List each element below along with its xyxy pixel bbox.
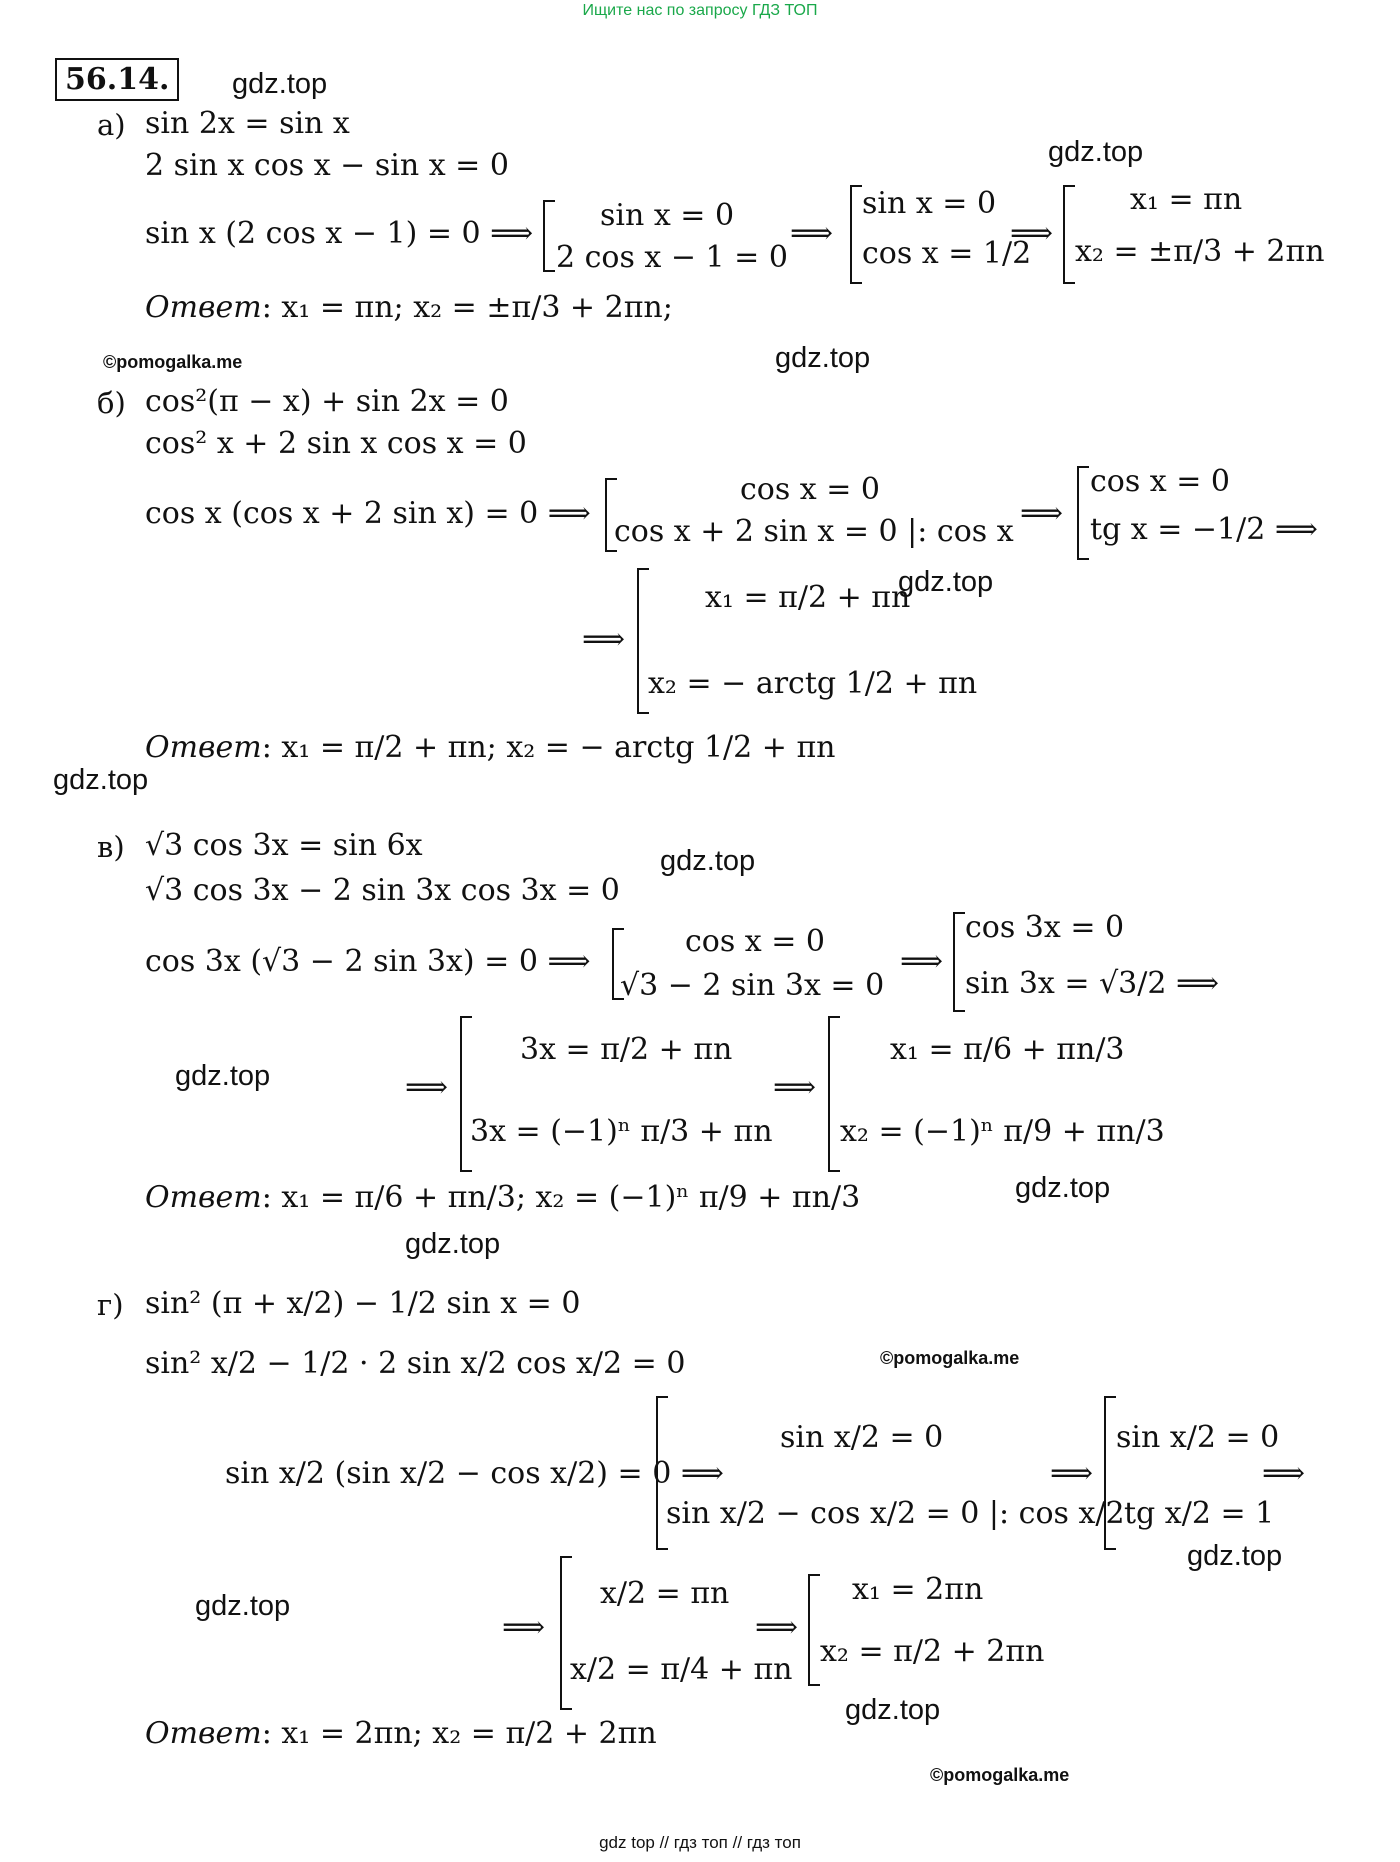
part-g-line3: sin x/2 (sin x/2 − cos x/2) = 0 ⟹ <box>225 1456 724 1491</box>
part-a-bracket1 <box>543 200 555 272</box>
part-a-line2: 2 sin x cos x − sin x = 0 <box>145 148 509 183</box>
part-b-sys3-r2: x₂ = − arctg 1/2 + πn <box>648 666 978 701</box>
part-b-line1: cos²(π − x) + sin 2x = 0 <box>145 384 509 419</box>
answer-word: Ответ <box>145 730 262 765</box>
part-v-line1: √3 cos 3x = sin 6x <box>145 828 423 863</box>
part-b-sys3-r1: x₁ = π/2 + πn <box>705 580 911 615</box>
part-a-sys1-r1: sin x = 0 <box>600 198 735 233</box>
part-v-arrow2: ⟹ <box>405 1070 449 1105</box>
answer-word: Ответ <box>145 1716 262 1751</box>
watermark: gdz.top <box>1187 1540 1283 1572</box>
answer-text: : x₁ = 2πn; x₂ = π/2 + 2πn <box>261 1716 657 1751</box>
part-v-arrow3: ⟹ <box>773 1070 817 1105</box>
part-a-label: а) <box>97 108 126 142</box>
part-b-sys1-r2: cos x + 2 sin x = 0 |: cos x <box>614 514 1014 549</box>
part-v-line2: √3 cos 3x − 2 sin 3x cos 3x = 0 <box>145 873 620 908</box>
part-g-arrow3: ⟹ <box>502 1610 546 1645</box>
part-v-bracket4 <box>828 1016 840 1172</box>
watermark: gdz.top <box>898 566 994 598</box>
part-g-label: г) <box>97 1288 124 1322</box>
part-b-answer <box>145 730 836 765</box>
copyright-watermark: ©pomogalka.me <box>930 1765 1070 1785</box>
watermark: gdz.top <box>53 764 149 796</box>
watermark: gdz.top <box>845 1694 941 1726</box>
footer-links[interactable]: gdz top // гдз топ // гдз топ <box>599 1833 801 1852</box>
part-v-sys1-r1: cos x = 0 <box>685 924 826 959</box>
part-g-sys3-r1: x/2 = πn <box>600 1576 730 1611</box>
part-a-line1: sin 2x = sin x <box>145 106 350 141</box>
part-g-sys1-r1: sin x/2 = 0 <box>780 1420 944 1455</box>
watermark: gdz.top <box>195 1590 291 1622</box>
part-g-bracket4 <box>808 1574 820 1686</box>
part-a-sys3-r2: x₂ = ±π/3 + 2πn <box>1075 234 1325 269</box>
watermark: gdz.top <box>175 1060 271 1092</box>
part-v-sys1-r2: √3 − 2 sin 3x = 0 <box>620 968 885 1003</box>
part-v-sys4-r2: x₂ = (−1)ⁿ π/9 + πn/3 <box>840 1114 1165 1149</box>
part-b-line2: cos² x + 2 sin x cos x = 0 <box>145 426 527 461</box>
answer-text: : x₁ = π/2 + πn; x₂ = − arctg 1/2 + πn <box>261 730 836 765</box>
part-a-arrow1: ⟹ <box>790 216 834 251</box>
part-a-sys2-r2: cos x = 1/2 <box>862 236 1032 271</box>
problem-number: 56.14. <box>55 58 179 101</box>
answer-text: : x₁ = π/6 + πn/3; x₂ = (−1)ⁿ π/9 + πn/3 <box>261 1180 861 1215</box>
part-v-sys2-r1: cos 3x = 0 <box>965 910 1125 945</box>
part-b-line3: cos x (cos x + 2 sin x) = 0 ⟹ <box>145 496 591 531</box>
watermark: gdz.top <box>405 1228 501 1260</box>
part-g-line1: sin² (π + x/2) − 1/2 sin x = 0 <box>145 1286 581 1321</box>
part-v-answer <box>145 1180 860 1215</box>
part-g-sys4-r1: x₁ = 2πn <box>852 1572 984 1607</box>
part-v-line3: cos 3x (√3 − 2 sin 3x) = 0 ⟹ <box>145 944 591 979</box>
part-g-arrow2: ⟹ <box>1262 1456 1306 1491</box>
part-b-label: б) <box>97 386 126 420</box>
part-g-answer <box>145 1716 657 1751</box>
watermark: gdz.top <box>232 68 328 100</box>
watermark: gdz.top <box>1015 1172 1111 1204</box>
part-v-sys3-r1: 3x = π/2 + πn <box>520 1032 733 1067</box>
watermark: gdz.top <box>660 845 756 877</box>
watermark: gdz.top <box>1048 136 1144 168</box>
part-b-sys2-r2: tg x = −1/2 ⟹ <box>1090 512 1318 547</box>
part-b-sys2-r1: cos x = 0 <box>1090 464 1231 499</box>
part-v-sys2-r2: sin 3x = √3/2 ⟹ <box>965 966 1220 1001</box>
part-a-bracket2 <box>850 185 862 284</box>
part-a-line3: sin x (2 cos x − 1) = 0 ⟹ <box>145 216 534 251</box>
part-g-sys2-r1: sin x/2 = 0 <box>1116 1420 1280 1455</box>
part-b-sys1-r1: cos x = 0 <box>740 472 881 507</box>
part-v-sys4-r1: x₁ = π/6 + πn/3 <box>890 1032 1125 1067</box>
part-g-arrow1: ⟹ <box>1050 1456 1094 1491</box>
part-a-arrow2: ⟹ <box>1010 216 1054 251</box>
part-v-arrow1: ⟹ <box>900 944 944 979</box>
answer-word: Ответ <box>145 1180 262 1215</box>
part-g-sys4-r2: x₂ = π/2 + 2πn <box>820 1634 1045 1669</box>
part-g-arrow4: ⟹ <box>755 1610 799 1645</box>
answer-text: : x₁ = πn; x₂ = ±π/3 + 2πn; <box>261 290 673 325</box>
copyright-watermark: ©pomogalka.me <box>880 1348 1020 1368</box>
part-b-bracket2 <box>1077 466 1089 560</box>
part-a-sys2-r1: sin x = 0 <box>862 186 997 221</box>
part-a-sys1-r2: 2 cos x − 1 = 0 <box>556 240 788 275</box>
part-a-answer <box>145 290 673 325</box>
part-g-bracket2 <box>1104 1396 1116 1550</box>
part-a-sys3-r1: x₁ = πn <box>1130 182 1243 217</box>
top-banner: Ищите нас по запросу ГДЗ ТОП <box>582 2 818 19</box>
part-a-bracket3 <box>1063 185 1075 284</box>
part-b-arrow1: ⟹ <box>1020 496 1064 531</box>
answer-word: Ответ <box>145 290 262 325</box>
part-v-sys3-r2: 3x = (−1)ⁿ π/3 + πn <box>470 1114 773 1149</box>
part-g-sys1-r2: sin x/2 − cos x/2 = 0 |: cos x/2 <box>666 1496 1125 1531</box>
copyright-watermark: ©pomogalka.me <box>103 352 243 372</box>
part-g-sys3-r2: x/2 = π/4 + πn <box>570 1652 793 1687</box>
watermark: gdz.top <box>775 342 871 374</box>
part-b-arrow2: ⟹ <box>582 622 626 657</box>
part-g-line2: sin² x/2 − 1/2 · 2 sin x/2 cos x/2 = 0 <box>145 1346 686 1381</box>
part-g-sys2-r2: tg x/2 = 1 <box>1124 1496 1275 1531</box>
part-v-label: в) <box>97 830 125 864</box>
part-v-bracket2 <box>953 912 965 1012</box>
